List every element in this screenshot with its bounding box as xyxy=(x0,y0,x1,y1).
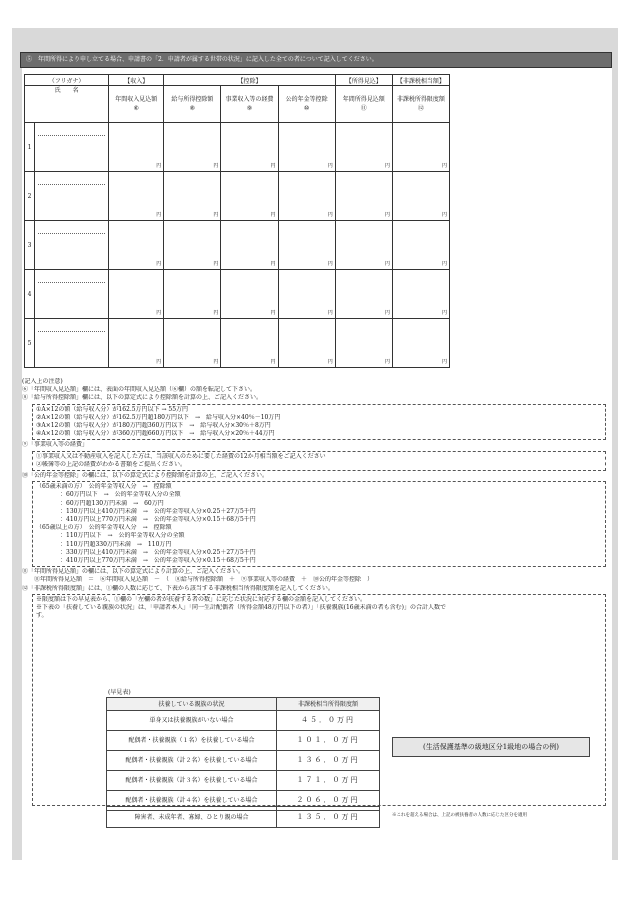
amount-field[interactable] xyxy=(109,172,164,221)
note-10-item: ：110万円以下 → 公的年金等収入分の全額 xyxy=(60,532,185,540)
yen-unit: 円 xyxy=(213,212,219,218)
quick-limit: １３６．０万円 xyxy=(277,751,380,771)
yen-unit: 円 xyxy=(327,212,333,218)
row-number: 3 xyxy=(25,221,35,270)
note-10-item: ：130万円以上410万円未満 → 公的年金等収入分×0.25＋27万5千円 xyxy=(60,507,256,515)
quick-row xyxy=(107,711,380,731)
person-row xyxy=(25,270,450,319)
amount-field[interactable] xyxy=(164,319,221,368)
note-6: ⑥「年間収入見込額」欄には、表面の年間収入見込額（⑥欄）の額を転記して下さい。 xyxy=(22,386,257,394)
quick-status: 単身又は扶養親族がいない場合 xyxy=(107,711,277,731)
quick-table-label: (早見表) xyxy=(108,689,131,696)
amount-field[interactable] xyxy=(221,172,278,221)
quick-limit: ２０６．０万円 xyxy=(277,791,380,811)
yen-unit: 円 xyxy=(327,310,333,316)
name-header: 氏 名 xyxy=(25,86,109,123)
yen-unit: 円 xyxy=(327,163,333,169)
person-row xyxy=(25,221,450,270)
quick-status: 配偶者・扶養親族（計２名）を扶養している場合 xyxy=(107,751,277,771)
col-nontaxable-limit: 非課税所得限度額 ⑫ xyxy=(392,86,449,123)
amount-field[interactable] xyxy=(392,319,449,368)
note-9-box xyxy=(32,451,606,471)
person-row xyxy=(25,123,450,172)
yen-unit: 円 xyxy=(384,261,390,267)
col-pension-deduction: 公的年金等控除 ⑩ xyxy=(278,86,335,123)
amount-field[interactable] xyxy=(164,221,221,270)
note-8-box xyxy=(32,404,606,441)
yen-unit: 円 xyxy=(156,212,162,218)
yen-unit: 円 xyxy=(213,261,219,267)
limit-group-label: 【非課税相当額】 xyxy=(392,75,449,86)
name-field[interactable] xyxy=(35,123,109,172)
amount-field[interactable] xyxy=(164,172,221,221)
quick-head-status: 扶養している親族の状況 xyxy=(107,698,277,711)
quick-limit: １７１．０万円 xyxy=(277,771,380,791)
name-field[interactable] xyxy=(35,221,109,270)
yen-unit: 円 xyxy=(384,310,390,316)
note-10-over65: （65歳以上の方） 公的年金等収入分 → 控除額 xyxy=(36,524,172,532)
name-field[interactable] xyxy=(35,270,109,319)
yen-unit: 円 xyxy=(441,310,447,316)
row-number: 1 xyxy=(25,123,35,172)
row-number: 2 xyxy=(25,172,35,221)
quick-status: 配偶者・扶養親族（計４名）を扶養している場合 xyxy=(107,791,277,811)
amount-field[interactable] xyxy=(221,221,278,270)
amount-field[interactable] xyxy=(392,221,449,270)
yen-unit: 円 xyxy=(384,359,390,365)
special-limit: １３５．０万円 xyxy=(277,807,380,828)
amount-field[interactable] xyxy=(392,123,449,172)
quick-footnote: ※これを超える場合は、上記の被扶養者の人数に応じた区分を適用 xyxy=(392,813,527,818)
amount-field[interactable] xyxy=(335,221,392,270)
note-10-item: ：110万円超330万円未満 → 110万円 xyxy=(60,540,172,548)
note-8-item: ④A×12の額（給与収入分）が360万円超660万円以下 → 給与収入分×20％＋44万円 xyxy=(36,430,275,438)
yen-unit: 円 xyxy=(441,163,447,169)
amount-field[interactable] xyxy=(109,123,164,172)
amount-field[interactable] xyxy=(278,172,335,221)
deduction-group-label: 【控除】 xyxy=(164,75,335,86)
quick-reference-special xyxy=(106,806,380,828)
section-banner: ⑤ 年間所得により申し立てる場合、申請書の「2．申請者が属する世帯の状況」に記入した全ての者について記入してください。 xyxy=(20,52,612,68)
note-8: ⑧「給与所得控除額」欄には、以下の算定式により控除額を計算の上、ご記入ください。 xyxy=(22,394,263,402)
note-11: ⑪「年間所得見込額」の欄には、以下の算定式により計算の上、ご記入ください。 xyxy=(22,568,245,576)
note-9-item: ②帳簿等の上記の経費がわかる書類をご提出ください。 xyxy=(36,460,187,468)
yen-unit: 円 xyxy=(156,310,162,316)
quick-limit: １０１．０万円 xyxy=(277,731,380,751)
example-note: (生活保護基準の級地区分1級地の場合の例) xyxy=(392,737,590,757)
amount-field[interactable] xyxy=(392,172,449,221)
note-10-item: ：330万円以上410万円未満 → 公的年金等収入分×0.25＋27万5千円 xyxy=(60,548,256,556)
quick-row xyxy=(107,731,380,751)
yen-unit: 円 xyxy=(441,359,447,365)
note-10-item: ：60万円超130万円未満 → 60万円 xyxy=(60,499,164,507)
amount-field[interactable] xyxy=(221,319,278,368)
note-10-item: ：60万円以下 → 公的年金等収入分の全額 xyxy=(60,491,181,499)
yen-unit: 円 xyxy=(441,261,447,267)
yen-unit: 円 xyxy=(213,359,219,365)
note-8-item: ①A×12の額（給与収入分）が162.5万円以下 → 55万円 xyxy=(36,405,189,413)
amount-field[interactable] xyxy=(392,270,449,319)
yen-unit: 円 xyxy=(384,212,390,218)
col-business-expenses: 事業収入等の経費 ⑨ xyxy=(221,86,278,123)
amount-field[interactable] xyxy=(278,319,335,368)
yen-unit: 円 xyxy=(213,310,219,316)
quick-status: 配偶者・扶養親族（１名）を扶養している場合 xyxy=(107,731,277,751)
yen-unit: 円 xyxy=(270,359,276,365)
amount-field[interactable] xyxy=(109,319,164,368)
col-salary-deduction: 給与所得控除額 ⑧ xyxy=(164,86,221,123)
note-8-item: ②A×12の額（給与収入分）が162.5万円超180万円以下 → 給与収入分×40％－10万円 xyxy=(36,413,281,421)
quick-limit: ４５．０万円 xyxy=(277,711,380,731)
notes-title: (記入上の注意) xyxy=(22,378,63,385)
note-8-item: ③A×12の額（給与収入分）が180万円超360万円以下 → 給与収入分×30％＋8万円 xyxy=(36,422,271,430)
name-field[interactable] xyxy=(35,172,109,221)
col-annual-earnings: 年間所得見込額 ⑪ xyxy=(335,86,392,123)
note-11-formula: ⑪年間所得見込額 ＝ ⑥年間収入見込額 － （ ⑧給与所得控除額 ＋ ⑨事業収入等の経費 ＋ ⑩公的年金等控除 ） xyxy=(34,576,374,584)
amount-field[interactable] xyxy=(335,270,392,319)
amount-field[interactable] xyxy=(278,123,335,172)
quick-row xyxy=(107,771,380,791)
quick-status: 配偶者・扶養親族（計３名）を扶養している場合 xyxy=(107,771,277,791)
amount-field[interactable] xyxy=(335,172,392,221)
quick-reference-table xyxy=(106,697,380,811)
row-number: 5 xyxy=(25,319,35,368)
income-group-label: 【収入】 xyxy=(109,75,164,86)
amount-field[interactable] xyxy=(109,270,164,319)
note-9-item: ①事業収入又は不動産収入を記入した方は、当該収入のために要した経費の12か月相当額をご記入ください xyxy=(36,452,326,460)
yen-unit: 円 xyxy=(327,359,333,365)
person-row xyxy=(25,172,450,221)
name-field[interactable] xyxy=(35,319,109,368)
yen-unit: 円 xyxy=(213,163,219,169)
amount-field[interactable] xyxy=(278,221,335,270)
col-annual-income: 年間収入見込額 ⑥ xyxy=(109,86,164,123)
amount-field[interactable] xyxy=(221,123,278,172)
note-12: ⑫「非課税所得限度額」には、①欄の人数に応じて、下表から該当する非課税相当所得限度額を記入してください。 xyxy=(22,584,334,592)
note-10-box xyxy=(32,481,606,567)
note-10-item: ：410万円以上770万円未満 → 公的年金等収入分×0.15＋68万5千円 xyxy=(60,516,256,524)
forecast-group-label: 【所得見込】 xyxy=(335,75,392,86)
yen-unit: 円 xyxy=(270,310,276,316)
yen-unit: 円 xyxy=(270,212,276,218)
note-9: ⑨「事業収入等の経費」 xyxy=(22,441,89,449)
yen-unit: 円 xyxy=(156,359,162,365)
amount-field[interactable] xyxy=(278,270,335,319)
note-12-item: ※下表の「扶養している親族の状況」は、「申請者本人」「同一生計配偶者（所得金額48万円以下の者）」「扶養親族(16歳未満の者も含む)」の合計人数で xyxy=(36,604,446,612)
yen-unit: 円 xyxy=(327,261,333,267)
quick-row xyxy=(107,751,380,771)
row-number: 4 xyxy=(25,270,35,319)
note-12-item: す。 xyxy=(36,612,48,620)
household-income-table xyxy=(24,74,450,368)
note-10-item: ：410万円以上770万円未満 → 公的年金等収入分×0.15＋68万5千円 xyxy=(60,557,256,565)
note-12-item: ※限度額は下の早見表から、①欄の「左欄の者が扶養する者の数」に応じた状況に対応する欄の金額を記入してください。 xyxy=(36,595,367,603)
yen-unit: 円 xyxy=(156,261,162,267)
furigana-label: （フリガナ） xyxy=(25,75,109,86)
yen-unit: 円 xyxy=(384,163,390,169)
amount-field[interactable] xyxy=(221,270,278,319)
quick-head-limit: 非課税相当所得限度額 xyxy=(277,698,380,711)
amount-field[interactable] xyxy=(335,319,392,368)
yen-unit: 円 xyxy=(441,212,447,218)
amount-field[interactable] xyxy=(335,123,392,172)
yen-unit: 円 xyxy=(270,163,276,169)
amount-field[interactable] xyxy=(164,123,221,172)
yen-unit: 円 xyxy=(156,163,162,169)
note-10-under65: （65歳未満の方） 公的年金等収入分 → 控除額 xyxy=(36,483,172,491)
amount-field[interactable] xyxy=(164,270,221,319)
yen-unit: 円 xyxy=(270,261,276,267)
special-status: 障害者、未成年者、寡婦、ひとり親の場合 xyxy=(107,807,277,828)
person-row xyxy=(25,319,450,368)
amount-field[interactable] xyxy=(109,221,164,270)
note-10: ⑩「公的年金等控除」の欄には、以下の算定式により控除額を計算の上、ご記入ください。 xyxy=(22,472,269,480)
